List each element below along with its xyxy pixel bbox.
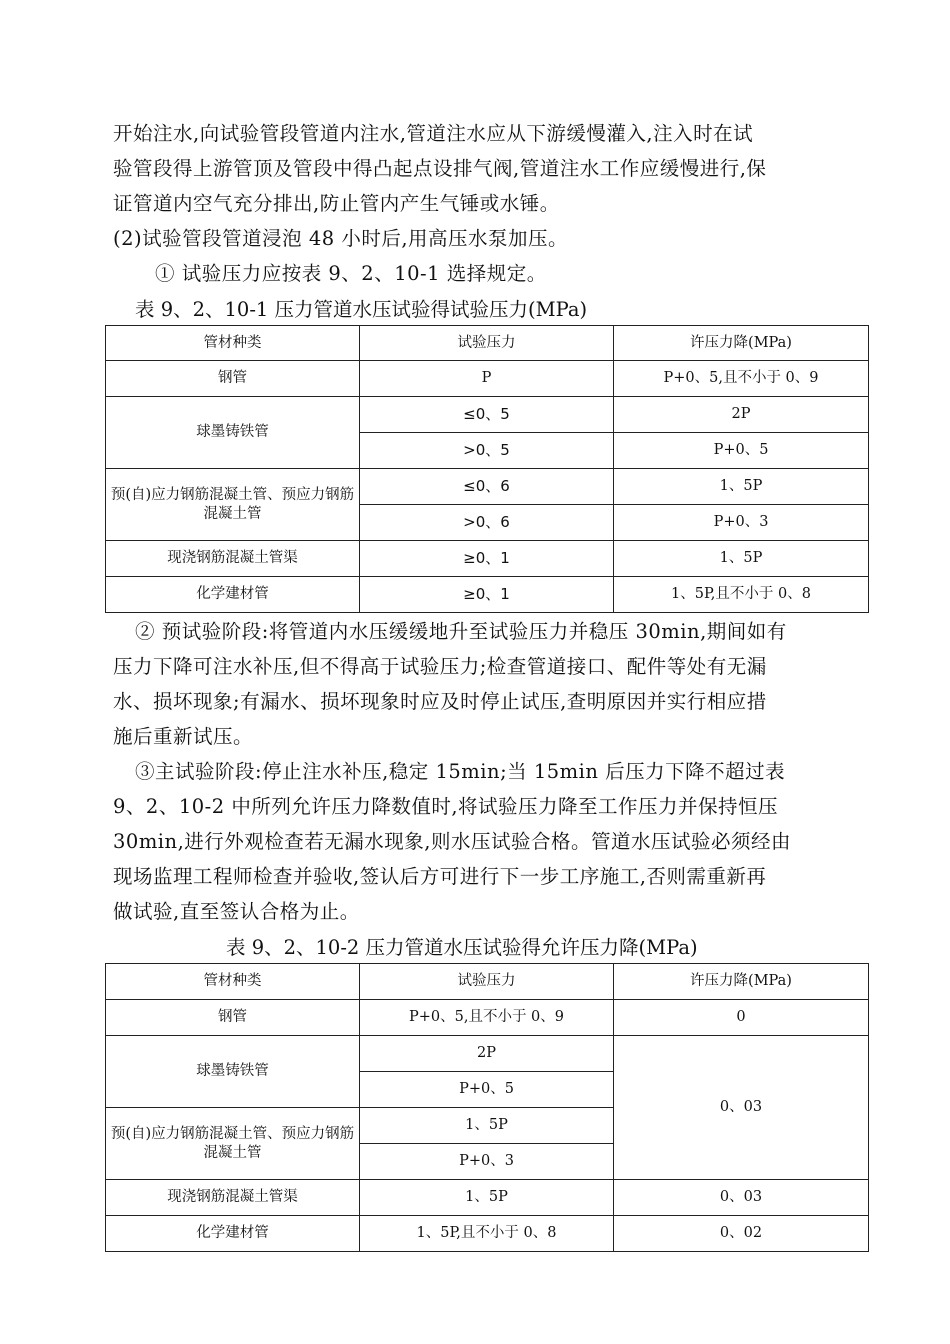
body-line: 30min,进行外观检查若无漏水现象,则水压试验合格。管道水压试验必须经由 (113, 830, 791, 853)
header-cell: 试验压力 (360, 326, 614, 361)
table-header-row (106, 326, 869, 361)
table-row (106, 541, 869, 577)
table-row (106, 1180, 869, 1216)
intro-line: ① 试验压力应按表 9、2、10-1 选择规定。 (155, 262, 547, 285)
table-header-row (106, 964, 869, 1000)
header-cell: 许压力降(MPa) (614, 326, 869, 361)
drop-cell: 0 (614, 1000, 869, 1036)
intro-line: 开始注水,向试验管段管道内注水,管道注水应从下游缓慢灌入,注入时在试 (113, 122, 754, 145)
drop-cell: P+0、5,且不小于 0、9 (614, 361, 869, 397)
header-cell: 管材种类 (106, 326, 360, 361)
intro-line: 证管道内空气充分排出,防止管内产生气锤或水锤。 (113, 192, 560, 215)
material-cell: 预(自)应力钢筋混凝土管、预应力钢筋混凝土管 (106, 1108, 360, 1180)
intro-paragraph (113, 116, 865, 291)
pressure-cell: >0、5 (360, 433, 614, 469)
body-line: 水、损坏现象;有漏水、损坏现象时应及时停止试压,查明原因并实行相应措 (113, 690, 767, 713)
header-cell: 试验压力 (360, 964, 614, 1000)
body-line: ② 预试验阶段:将管道内水压缓缓地升至试验压力并稳压 30min,期间如有 (135, 620, 787, 643)
pressure-cell: ≤0、5 (360, 397, 614, 433)
header-cell: 管材种类 (106, 964, 360, 1000)
pressure-cell: 2P (360, 1036, 614, 1072)
pressure-cell: ≥0、1 (360, 577, 614, 613)
intro-line: (2)试验管段管道浸泡 48 小时后,用高压水泵加压。 (113, 227, 569, 250)
stages-paragraph (113, 614, 865, 929)
table-row (106, 577, 869, 613)
pressure-cell: 1、5P (360, 1108, 614, 1144)
body-line: 现场监理工程师检查并验收,签认后方可进行下一步工序施工,否则需重新再 (113, 865, 767, 888)
material-cell: 球墨铸铁管 (106, 1036, 360, 1108)
drop-cell: 2P (614, 397, 869, 433)
body-line: 压力下降可注水补压,但不得高于试验压力;检查管道接口、配件等处有无漏 (113, 655, 767, 678)
pressure-cell: ≤0、6 (360, 469, 614, 505)
material-cell: 化学建材管 (106, 1216, 360, 1252)
drop-cell: 0、02 (614, 1216, 869, 1252)
pressure-cell: ≥0、1 (360, 541, 614, 577)
body-line: 施后重新试压。 (113, 725, 254, 748)
body-line: 做试验,直至签认合格为止。 (113, 900, 360, 923)
material-cell: 钢管 (106, 361, 360, 397)
header-cell: 许压力降(MPa) (614, 964, 869, 1000)
table2-caption: 表 9、2、10-2 压力管道水压试验得允许压力降(MPa) (226, 936, 698, 959)
intro-line: 验管段得上游管顶及管段中得凸起点设排气阀,管道注水工作应缓慢进行,保 (113, 157, 767, 180)
table-row (106, 361, 869, 397)
material-cell: 球墨铸铁管 (106, 397, 360, 469)
drop-cell: P+0、5 (614, 433, 869, 469)
drop-cell: 0、03 (614, 1036, 869, 1180)
material-cell: 现浇钢筋混凝土管渠 (106, 541, 360, 577)
body-line: 9、2、10-2 中所列允许压力降数值时,将试验压力降至工作压力并保持恒压 (113, 795, 779, 818)
body-line: ③主试验阶段:停止注水补压,稳定 15min;当 15min 后压力下降不超过表 (135, 760, 786, 783)
material-cell: 钢管 (106, 1000, 360, 1036)
pressure-cell: >0、6 (360, 505, 614, 541)
pressure-cell: P+0、5,且不小于 0、9 (360, 1000, 614, 1036)
drop-cell: 1、5P (614, 541, 869, 577)
drop-cell: 1、5P (614, 469, 869, 505)
drop-cell: 0、03 (614, 1180, 869, 1216)
pressure-cell: 1、5P,且不小于 0、8 (360, 1216, 614, 1252)
table-row (106, 1000, 869, 1036)
material-cell: 预(自)应力钢筋混凝土管、预应力钢筋混凝土管 (106, 469, 360, 541)
drop-cell: 1、5P,且不小于 0、8 (614, 577, 869, 613)
pressure-cell: P (360, 361, 614, 397)
table-row (106, 1036, 869, 1072)
pressure-cell: P+0、5 (360, 1072, 614, 1108)
table1-test-pressure (105, 325, 869, 613)
table2-allowed-drop (105, 963, 869, 1252)
table-row (106, 397, 869, 433)
table-row (106, 1216, 869, 1252)
table1-caption: 表 9、2、10-1 压力管道水压试验得试验压力(MPa) (135, 298, 588, 321)
material-cell: 化学建材管 (106, 577, 360, 613)
pressure-cell: 1、5P (360, 1180, 614, 1216)
drop-cell: P+0、3 (614, 505, 869, 541)
pressure-cell: P+0、3 (360, 1144, 614, 1180)
material-cell: 现浇钢筋混凝土管渠 (106, 1180, 360, 1216)
table-row (106, 469, 869, 505)
